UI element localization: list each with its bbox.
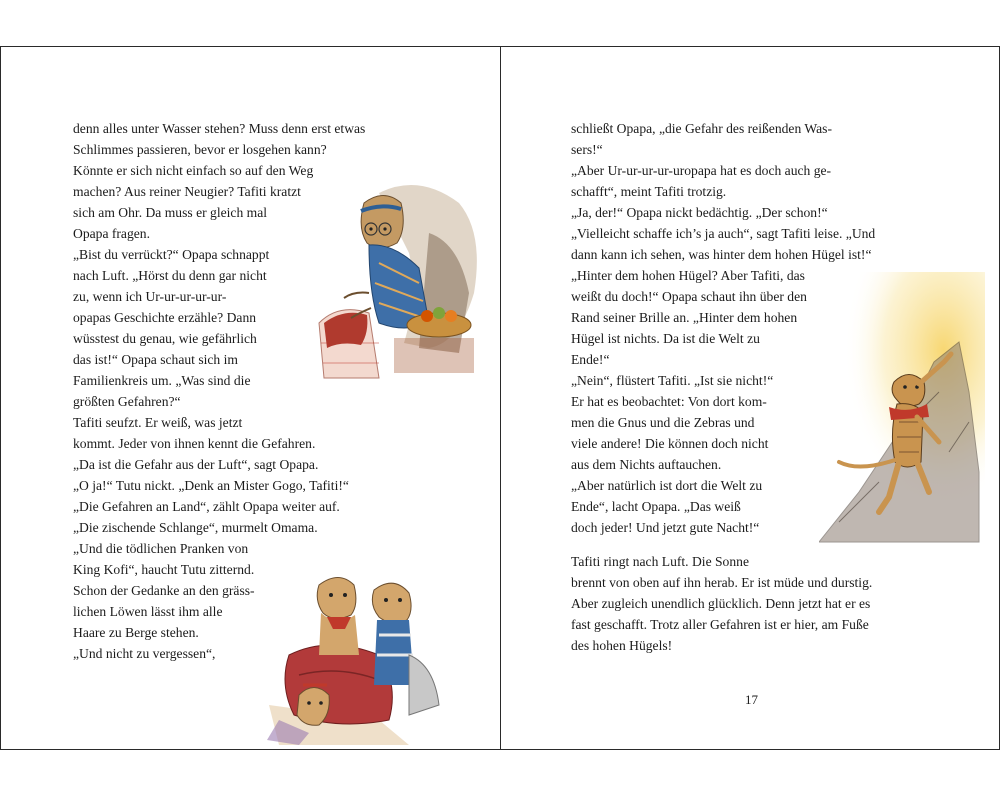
meerkat-family-illustration (259, 555, 459, 745)
text-line: denn alles unter Wasser stehen? Muss denn erst etwas (73, 121, 366, 136)
text-line: des hohen Hügels! (571, 638, 673, 653)
text-line: fast geschafft. Trotz aller Gefahren ist er hier, am Fuße (571, 617, 869, 632)
text-line: nach Luft. „Hörst du denn gar nicht (73, 268, 267, 283)
text-line: sers!“ (571, 142, 603, 157)
text-line: Er hat es beobachtet: Von dort kom- (571, 394, 767, 409)
text-line: dann kann ich sehen, was hinter dem hohen Hügel ist!“ (571, 247, 872, 262)
text-line: „Ja, der!“ Opapa nickt bedächtig. „Der schon!“ (571, 205, 828, 220)
text-line: „Hinter dem hohen Hügel? Aber Tafiti, das (571, 268, 805, 283)
text-line: brennt von oben auf ihn herab. Er ist müde und durstig. (571, 575, 873, 590)
text-line: „Und die tödlichen Pranken von (73, 541, 249, 556)
text-line: opapas Geschichte erzähle? Dann (73, 310, 257, 325)
text-line: Hügel ist nichts. Da ist die Welt zu (571, 331, 760, 346)
text-line: lichen Löwen lässt ihm alle (73, 604, 223, 619)
text-line: King Kofi“, haucht Tutu zitternd. (73, 562, 255, 577)
text-line: men die Gnus und die Zebras und (571, 415, 755, 430)
book-spread (0, 46, 1000, 752)
text-line: viele andere! Die können doch nicht (571, 436, 769, 451)
text-line: „Nein“, flüstert Tafiti. „Ist sie nicht!“ (571, 373, 774, 388)
text-line: zu, wenn ich Ur-ur-ur-ur-ur- (73, 289, 227, 304)
text-line: „Die zischende Schlange“, murmelt Omama. (73, 520, 318, 535)
text-line: Ende“, lacht Opapa. „Das weiß (571, 499, 741, 514)
text-line: machen? Aus reiner Neugier? Tafiti kratzt (73, 184, 301, 199)
left-page (0, 46, 501, 750)
text-line: Opapa fragen. (73, 226, 150, 241)
text-line: „O ja!“ Tutu nickt. „Denk an Mister Gogo, Tafiti!“ (73, 478, 349, 493)
text-line: Familienkreis um. „Was sind die (73, 373, 251, 388)
text-line: „Die Gefahren an Land“, zählt Opapa weiter auf. (73, 499, 340, 514)
text-line: Könnte er sich nicht einfach so auf den Weg (73, 163, 314, 178)
text-line: weißt du doch!“ Opapa schaut ihn über den (571, 289, 807, 304)
text-line: Tafiti ringt nach Luft. Die Sonne (571, 554, 749, 569)
text-line: Haare zu Berge stehen. (73, 625, 199, 640)
text-line: „Bist du verrückt?“ Opapa schnappt (73, 247, 270, 262)
text-line: schließt Opapa, „die Gefahr des reißenden Was- (571, 121, 832, 136)
text-line: wüsstest du genau, wie gefährlich (73, 331, 257, 346)
text-line: „Da ist die Gefahr aus der Luft“, sagt Opapa. (73, 457, 319, 472)
text-line: „Vielleicht schaffe ich’s ja auch“, sagt Tafiti leise. „Und (571, 226, 876, 241)
opapa-meerkat-illustration (309, 173, 489, 383)
text-line: Aber zugleich unendlich glücklich. Denn jetzt hat er es (571, 596, 871, 611)
text-line: kommt. Jeder von ihnen kennt die Gefahren. (73, 436, 316, 451)
text-line: „Aber natürlich ist dort die Welt zu (571, 478, 763, 493)
text-line: „Aber Ur-ur-ur-ur-uropapa hat es doch auch ge- (571, 163, 832, 178)
text-line: doch jeder! Und jetzt gute Nacht!“ (571, 520, 760, 535)
text-line: Tafiti seufzt. Er weiß, was jetzt (73, 415, 243, 430)
text-line: Schon der Gedanke an den gräss- (73, 583, 255, 598)
text-line: Ende!“ (571, 352, 610, 367)
text-line: sich am Ohr. Da muss er gleich mal (73, 205, 268, 220)
right-page (500, 46, 1000, 750)
text-line: Schlimmes passieren, bevor er losgehen kann? (73, 142, 327, 157)
text-line: Rand seiner Brille an. „Hinter dem hohen (571, 310, 798, 325)
text-line: größten Gefahren?“ (73, 394, 181, 409)
text-line: das ist!“ Opapa schaut sich im (73, 352, 238, 367)
page-number: 17 (745, 692, 758, 707)
text-line: schafft“, meint Tafiti trotzig. (571, 184, 727, 199)
text-line: aus dem Nichts auftauchen. (571, 457, 722, 472)
text-line: „Und nicht zu vergessen“, (73, 646, 216, 661)
tafiti-climbing-illustration (819, 272, 985, 552)
